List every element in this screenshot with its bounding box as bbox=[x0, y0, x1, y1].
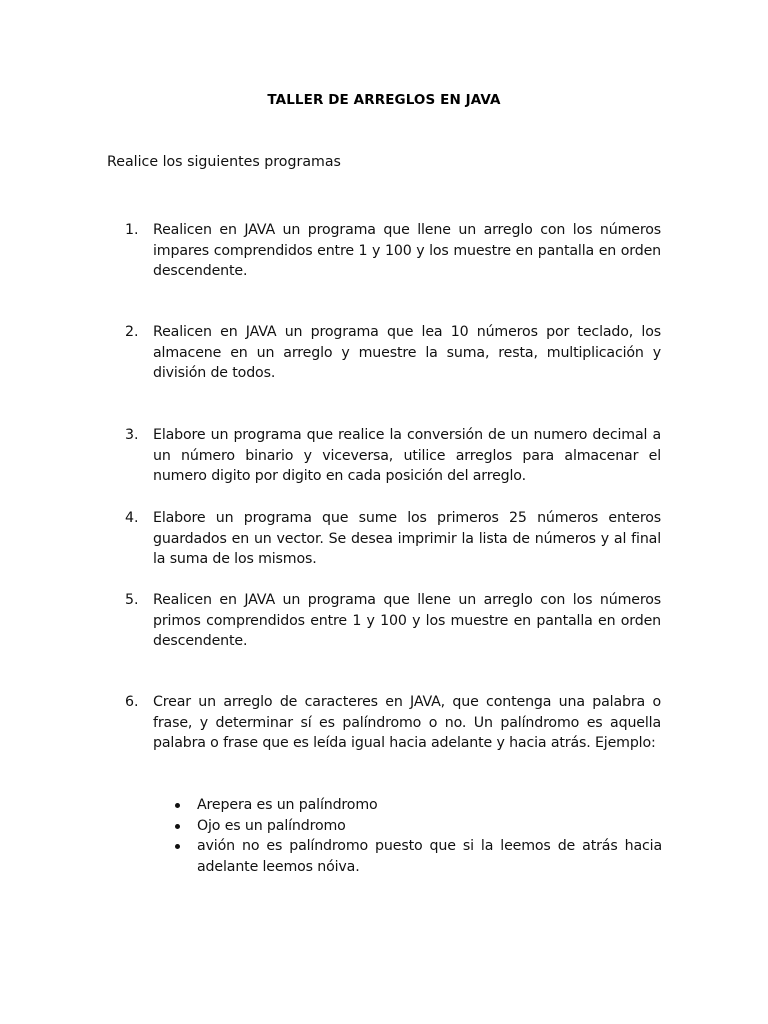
list-item bbox=[125, 322, 661, 384]
bullet-text: Ojo es un palíndromo bbox=[197, 817, 346, 834]
list-item-text: Elabore un programa que realice la conversión de un numero decimal a un número binario y viceversa, utilice arreglos para almacenar el numero digito por digito en cada posición del arreglo. bbox=[153, 427, 661, 484]
list-item bbox=[125, 692, 661, 754]
list-item-number: 3. bbox=[125, 427, 139, 443]
list-item-number: 6. bbox=[125, 694, 139, 710]
list-item-text: Realicen en JAVA un programa que lea 10 números por teclado, los almacene en un arreglo y muestre la suma, resta, multiplicación y división de todos. bbox=[153, 324, 661, 381]
bullet-item bbox=[172, 795, 662, 816]
list-item-number: 5. bbox=[125, 592, 139, 608]
bullet-text: Arepera es un palíndromo bbox=[197, 797, 378, 813]
list-item-text: Elabore un programa que sume los primeros 25 números enteros guardados en un vector. Se desea imprimir la lista de números y al final la suma de los mismos. bbox=[153, 510, 661, 567]
list-item-number: 1. bbox=[125, 222, 139, 238]
document-title: TALLER DE ARREGLOS EN JAVA bbox=[267, 92, 501, 108]
list-item-text: Realicen en JAVA un programa que llene un arreglo con los números primos comprendidos entre 1 y 100 y los muestre en pantalla en orden descendente. bbox=[153, 592, 661, 649]
bullet-text: avión no es palíndromo puesto que si la leemos de atrás hacia adelante leemos nóiva. bbox=[197, 838, 662, 875]
bullet-icon bbox=[175, 824, 180, 829]
list-item bbox=[125, 590, 661, 652]
list-item-number: 2. bbox=[125, 324, 139, 340]
bullet-item bbox=[172, 816, 662, 837]
list-item-text: Crear un arreglo de caracteres en JAVA, que contenga una palabra o frase, y determinar sí es palíndromo o no. Un palíndromo es aquella palabra o frase que es leída igual hacia adelante y hacia atrás. Ejemplo: bbox=[153, 694, 661, 751]
bullet-icon bbox=[175, 844, 180, 849]
bullet-item bbox=[172, 836, 662, 877]
list-item bbox=[125, 425, 661, 487]
list-item bbox=[125, 220, 661, 282]
list-item bbox=[125, 508, 661, 570]
bullet-icon bbox=[175, 803, 180, 808]
example-bullet-list bbox=[172, 795, 662, 877]
list-item-number: 4. bbox=[125, 510, 139, 526]
intro-text: Realice los siguientes programas bbox=[107, 154, 341, 170]
list-item-text: Realicen en JAVA un programa que llene un arreglo con los números impares comprendidos entre 1 y 100 y los muestre en pantalla en orden descendente. bbox=[153, 222, 661, 279]
